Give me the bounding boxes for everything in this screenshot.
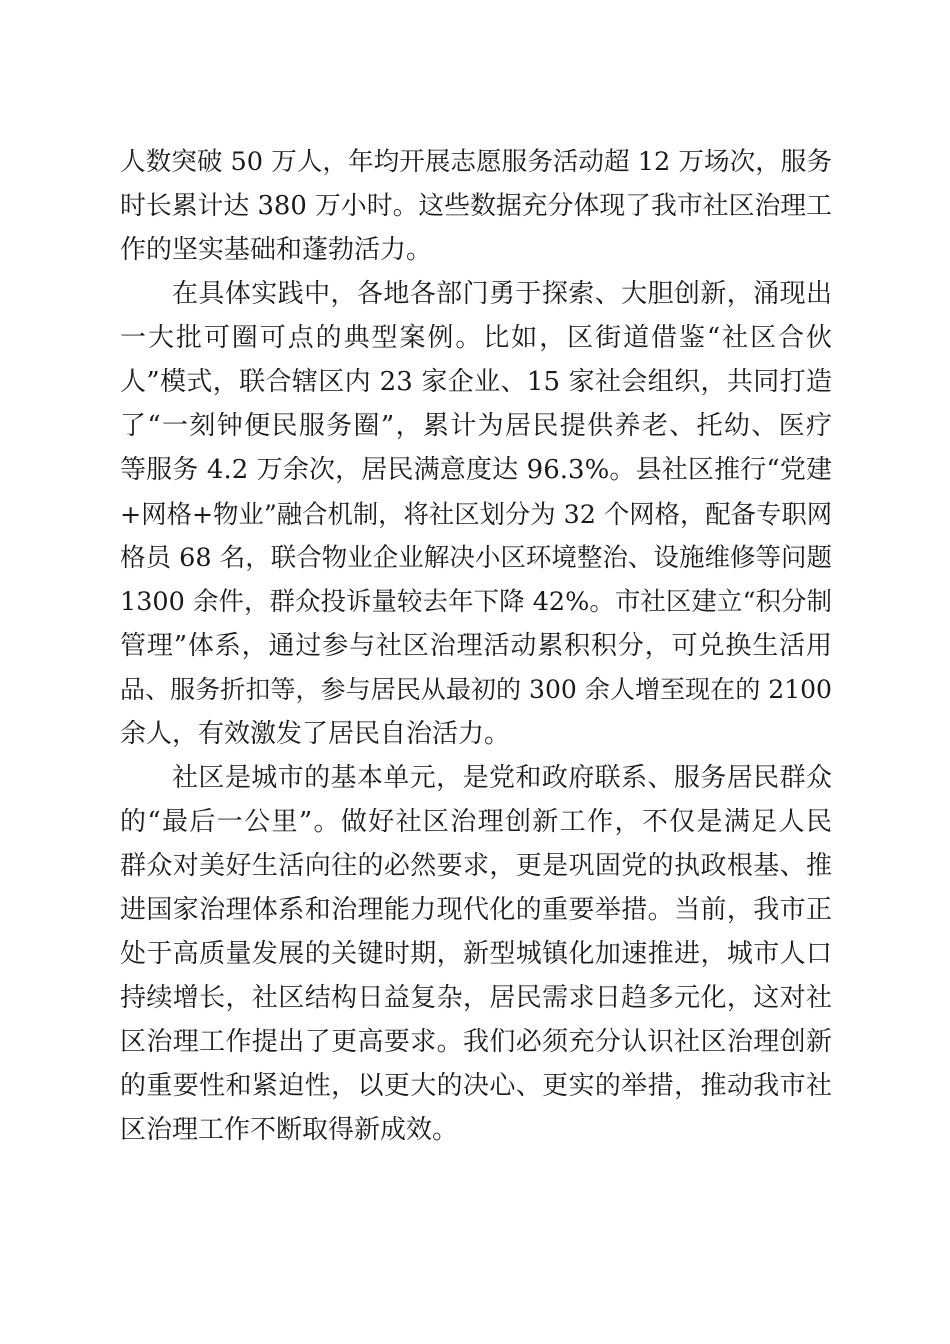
paragraph-3-line-9: 区治理工作不断取得新成效。 [120, 1115, 459, 1145]
paragraph-3-line-8: 的重要性和紧迫性，以更大的决心、更实的举措，推动我市社 [120, 1071, 832, 1101]
paragraph-2-line-6: +网格+物业”融合机制，将社区划分为 32 个网格，配备专职网 [120, 499, 833, 529]
paragraph-2-line-2: 一大批可圈可点的典型案例。比如，区街道借鉴“社区合伙 [120, 323, 832, 353]
paragraph-3-line-2: 的“最后一公里”。做好社区治理创新工作，不仅是满足人民 [120, 807, 832, 837]
paragraph-2-line-9: 管理”体系，通过参与社区治理活动累积积分，可兑换生活用 [120, 631, 832, 661]
paragraph-1-line-3: 作的坚实基础和蓬勃活力。 [120, 235, 433, 265]
paragraph-1-line-1: 人数突破 50 万人，年均开展志愿服务活动超 12 万场次，服务 [120, 147, 832, 177]
document-body [120, 140, 832, 1152]
paragraph-3-line-5: 处于高质量发展的关键时期，新型城镇化加速推进，城市人口 [120, 939, 832, 969]
paragraph-3-line-3: 群众对美好生活向往的必然要求，更是巩固党的执政根基、推 [120, 851, 832, 881]
paragraph-3-line-4: 进国家治理体系和治理能力现代化的重要举措。当前，我市正 [120, 895, 832, 925]
paragraph-2-line-11: 余人，有效激发了居民自治活力。 [120, 719, 511, 749]
paragraph-2-line-3: 人”模式，联合辖区内 23 家企业、15 家社会组织，共同打造 [120, 367, 832, 397]
paragraph-2-line-8: 1300 余件，群众投诉量较去年下降 42%。市社区建立“积分制 [120, 587, 832, 617]
paragraph-3-line-7: 区治理工作提出了更高要求。我们必须充分认识社区治理创新 [120, 1027, 832, 1057]
paragraph-2-line-7: 格员 68 名，联合物业企业解决小区环境整治、设施维修等问题 [120, 543, 832, 573]
paragraph-2-line-10: 品、服务折扣等，参与居民从最初的 300 余人增至现在的 2100 [120, 675, 832, 704]
paragraph-2-line-1: 在具体实践中，各地各部门勇于探索、大胆创新，涌现出 [172, 279, 832, 309]
paragraph-3-line-6: 持续增长，社区结构日益复杂，居民需求日趋多元化，这对社 [120, 983, 832, 1013]
paragraph-1-line-2: 时长累计达 380 万小时。这些数据充分体现了我市社区治理工 [120, 191, 832, 221]
paragraph-2-line-5: 等服务 4.2 万余次，居民满意度达 96.3%。县社区推行“党建 [120, 455, 832, 485]
paragraph-3-line-1: 社区是城市的基本单元，是党和政府联系、服务居民群众 [172, 763, 832, 793]
paragraph-2-line-4: 了“一刻钟便民服务圈”，累计为居民提供养老、托幼、医疗 [120, 411, 832, 441]
